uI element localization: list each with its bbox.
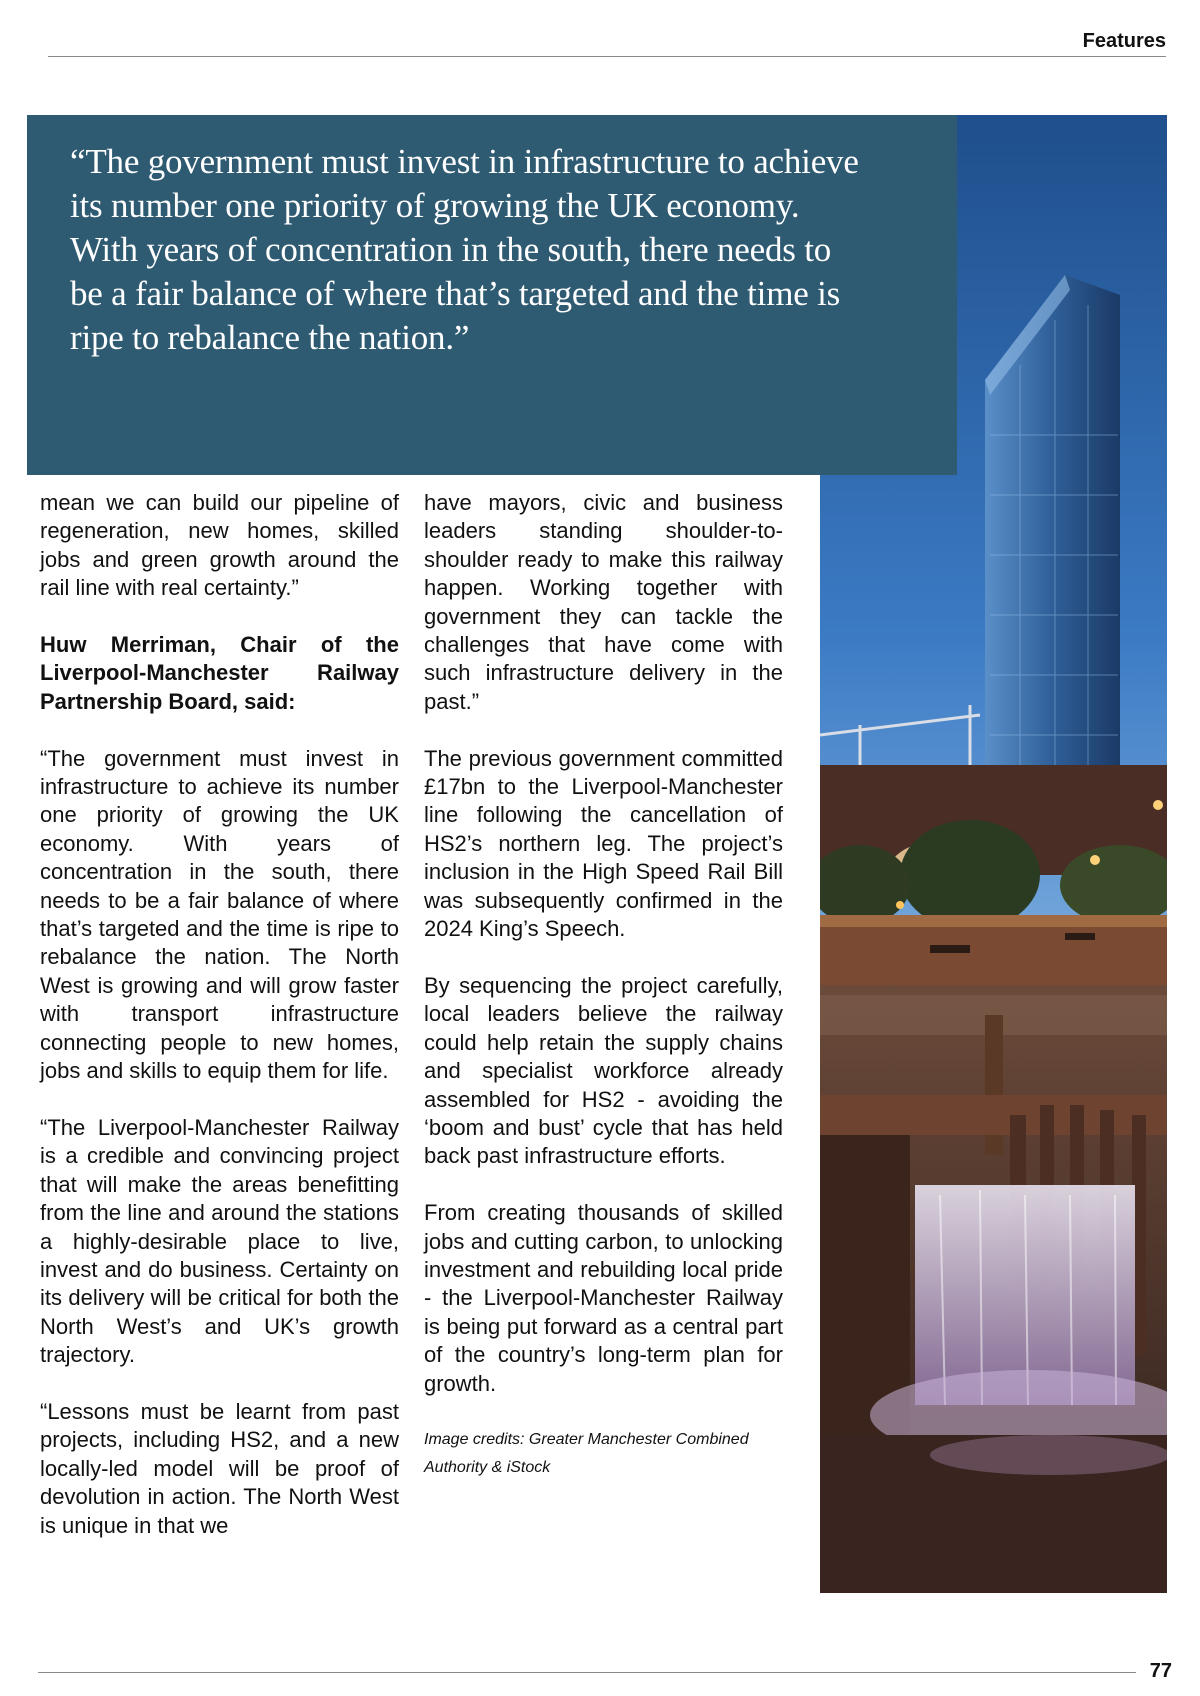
right-paragraph-4: From creating thousands of skilled jobs and cutting carbon, to unlocking investment and rebuilding local pride - the Liverpool-Manchester Railway is being put forward as a central part of the country’s long-term plan for growth. xyxy=(424,1200,783,1396)
speaker-attribution: Huw Merriman, Chair of the Liverpool-Manchester Railway Partnership Board, said: xyxy=(40,632,399,714)
page-number: 77 xyxy=(1149,1660,1172,1682)
footer-rule xyxy=(38,1672,1136,1673)
right-paragraph-1: have mayors, civic and business leaders standing shoulder-to-shoulder ready to make this railway happen. Working together with government they can tackle the challenges that have come with such infrastructure delivery in the past.” xyxy=(424,490,783,714)
left-column xyxy=(40,489,399,1568)
left-paragraph-4: “Lessons must be learnt from past projects, including HS2, and a new locally-led model will be proof of devolution in action. The North West is unique in that we xyxy=(40,1398,399,1538)
left-paragraph-2: “The government must invest in infrastructure to achieve its number one priority of growing the UK economy. With years of concentration in the south, there needs to be a fair balance of where that’s targeted and the time is ripe to rebalance the nation. The North West is growing and will grow faster with transport infrastructure connecting people to new homes, jobs and skills to equip them for life. xyxy=(40,745,399,1084)
section-label: Features xyxy=(1082,30,1166,52)
right-paragraph-2: The previous government committed £17bn to the Liverpool-Manchester line following the cancellation of HS2’s northern leg. The project’s inclusion in the High Speed Rail Bill was subsequently confirmed in the 2024 King’s Speech. xyxy=(424,745,783,942)
right-paragraph-3: By sequencing the project carefully, local leaders believe the railway could help retain the supply chains and specialist workforce already assembled for HS2 - avoiding the ‘boom and bust’ cycle that has held back past infrastructure efforts. xyxy=(424,972,783,1169)
header-rule xyxy=(48,56,1166,57)
left-paragraph-1: mean we can build our pipeline of regeneration, new homes, skilled jobs and green growth around the rail line with real certainty.” xyxy=(40,490,399,601)
right-column xyxy=(424,489,783,1511)
left-paragraph-3: “The Liverpool-Manchester Railway is a credible and convincing project that will make the areas benefitting from the line and around the stations a highly-desirable place to live, invest and do business. Certainty on its delivery will be critical for both the North West’s and UK’s growth trajectory. xyxy=(40,1114,399,1368)
pull-quote: “The government must invest in infrastructure to achieve its number one priority of growing the UK economy. With years of concentration in the south, there needs to be a fair balance of where that’s targeted and the time is ripe to rebalance the nation.” xyxy=(70,142,859,357)
image-credits: Image credits: Greater Manchester Combined Authority & iStock xyxy=(424,1431,749,1477)
